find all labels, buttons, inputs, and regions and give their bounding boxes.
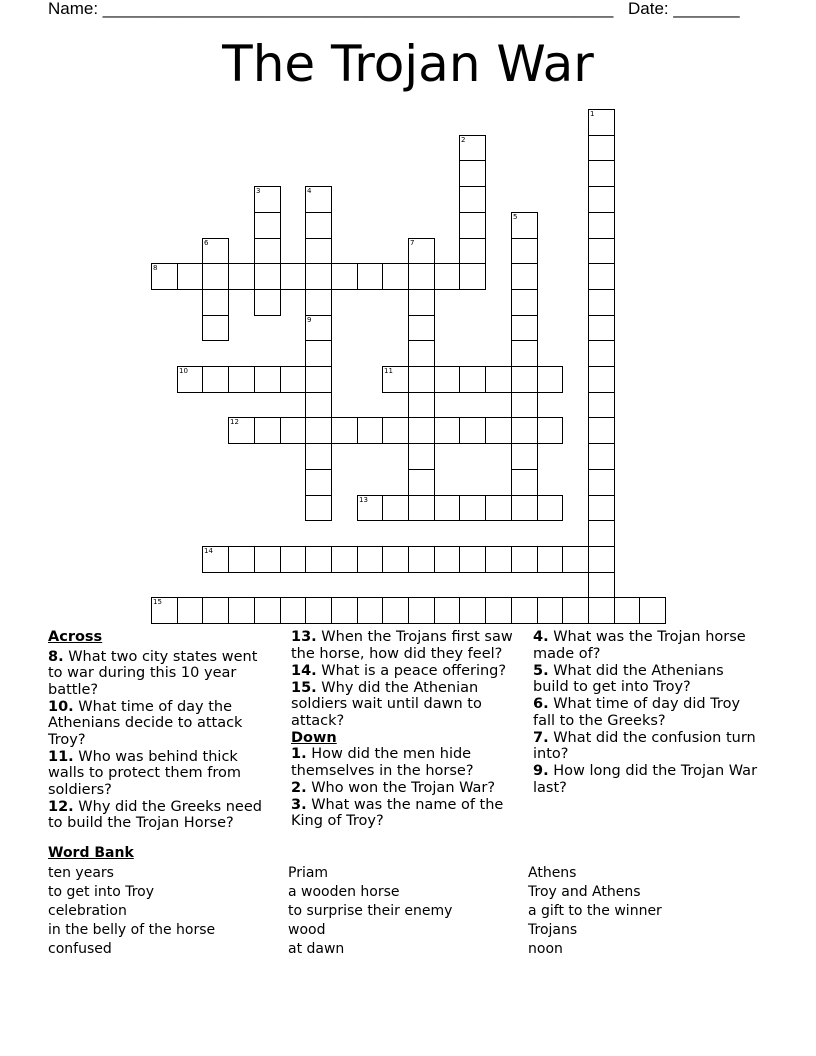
crossword-cell[interactable]	[228, 546, 255, 573]
crossword-cell[interactable]	[408, 495, 435, 521]
crossword-cell[interactable]	[305, 392, 332, 418]
crossword-cell[interactable]	[588, 392, 615, 418]
clue-across-13	[291, 629, 523, 662]
crossword-cell[interactable]	[588, 572, 615, 598]
crossword-cell[interactable]	[588, 546, 615, 573]
clue-across-8	[48, 649, 268, 699]
clue-number: 1.	[291, 746, 307, 762]
crossword-cell[interactable]	[639, 597, 666, 624]
crossword-cell[interactable]	[382, 366, 409, 393]
name-field-label[interactable]: Name: ______________________________________________________	[48, 0, 614, 18]
crossword-cell[interactable]	[151, 597, 178, 624]
crossword-cell[interactable]	[305, 469, 332, 496]
clue-number: 4.	[533, 629, 549, 645]
crossword-cell[interactable]	[357, 263, 383, 290]
crossword-cell[interactable]	[408, 238, 435, 264]
crossword-cell[interactable]	[305, 315, 332, 341]
crossword-cell[interactable]	[202, 263, 229, 290]
crossword-cell[interactable]	[254, 417, 281, 444]
crossword-cell[interactable]	[408, 597, 435, 624]
crossword-cell[interactable]	[280, 417, 306, 444]
crossword-cell[interactable]	[305, 417, 332, 444]
crossword-cell[interactable]	[305, 597, 332, 624]
crossword-cell[interactable]	[511, 417, 538, 444]
crossword-cell[interactable]	[228, 417, 255, 444]
crossword-cell[interactable]	[202, 546, 229, 573]
crossword-cell[interactable]	[434, 366, 460, 393]
crossword-cell[interactable]	[254, 186, 281, 213]
crossword-cell[interactable]	[357, 417, 383, 444]
crossword-cell[interactable]	[588, 263, 615, 290]
crossword-cell[interactable]	[305, 366, 332, 393]
crossword-cell[interactable]	[151, 263, 178, 290]
crossword-cell[interactable]	[588, 443, 615, 470]
crossword-cell[interactable]	[331, 597, 358, 624]
crossword-cell[interactable]	[537, 495, 563, 521]
crossword-cell[interactable]	[588, 135, 615, 161]
crossword-cell[interactable]	[382, 263, 409, 290]
crossword-cell[interactable]	[511, 289, 538, 316]
crossword-cell[interactable]	[408, 469, 435, 496]
clue-number: 14.	[291, 662, 317, 679]
crossword-cell[interactable]	[434, 263, 460, 290]
word-bank-item: Trojans	[528, 922, 578, 938]
crossword-cell[interactable]	[382, 417, 409, 444]
crossword-cell[interactable]	[305, 443, 332, 470]
word-bank-item: at dawn	[288, 941, 345, 957]
clues-column-3	[533, 629, 758, 797]
crossword-cell[interactable]	[357, 546, 383, 573]
clue-number: 2.	[291, 779, 307, 796]
crossword-cell[interactable]	[408, 417, 435, 444]
clue-across-14	[291, 663, 523, 680]
crossword-cell[interactable]	[408, 546, 435, 573]
clues-column-1	[48, 629, 268, 832]
crossword-cell[interactable]	[511, 443, 538, 470]
crossword-cell[interactable]	[305, 263, 332, 290]
crossword-cell[interactable]	[588, 417, 615, 444]
crossword-cell[interactable]	[280, 263, 306, 290]
clue-text: What is a peace offering?	[321, 662, 507, 679]
cell-number: 2	[461, 136, 466, 144]
crossword-cell[interactable]	[588, 289, 615, 316]
crossword-cell[interactable]	[177, 366, 203, 393]
crossword-cell[interactable]	[434, 417, 460, 444]
crossword-cell[interactable]	[202, 315, 229, 341]
clue-down-5	[533, 663, 758, 696]
crossword-cell[interactable]	[588, 238, 615, 264]
word-bank-item: a wooden horse	[288, 884, 400, 900]
crossword-cell[interactable]	[202, 366, 229, 393]
crossword-cell[interactable]	[459, 597, 486, 624]
clue-text: What time of day the Athenians decide to attack Troy?	[48, 698, 243, 748]
crossword-cell[interactable]	[357, 495, 383, 521]
word-bank-item: a gift to the winner	[528, 903, 662, 919]
crossword-cell[interactable]	[177, 597, 203, 624]
crossword-cell[interactable]	[228, 263, 255, 290]
clue-text: Who won the Trojan War?	[311, 779, 496, 796]
crossword-cell[interactable]	[511, 392, 538, 418]
crossword-cell[interactable]	[382, 546, 409, 573]
clue-text: Who was behind thick walls to protect them from soldiers?	[48, 748, 241, 798]
clue-down-6	[533, 696, 758, 729]
cell-number: 5	[513, 213, 518, 221]
clue-number: 11.	[48, 748, 74, 765]
crossword-cell[interactable]	[459, 238, 486, 264]
crossword-cell[interactable]	[459, 160, 486, 187]
crossword-cell[interactable]	[485, 546, 512, 573]
crossword-cell[interactable]	[485, 495, 512, 521]
word-bank-item: to get into Troy	[48, 884, 155, 900]
clue-down-9	[533, 763, 758, 796]
clue-text: What time of day did Troy fall to the Greeks?	[533, 696, 741, 729]
crossword-cell[interactable]	[562, 597, 589, 624]
crossword-cell[interactable]	[357, 597, 383, 624]
crossword-cell[interactable]	[305, 238, 332, 264]
crossword-cell[interactable]	[459, 263, 486, 290]
word-bank-heading: Word Bank	[48, 845, 134, 861]
crossword-cell[interactable]	[254, 546, 281, 573]
date-field-label[interactable]: Date: _______	[628, 0, 740, 18]
crossword-cell[interactable]	[588, 186, 615, 213]
cell-number: 14	[204, 547, 213, 555]
crossword-cell[interactable]	[434, 546, 460, 573]
crossword-cell[interactable]	[588, 315, 615, 341]
word-bank-item: Troy and Athens	[528, 884, 641, 900]
clue-number: 13.	[291, 629, 317, 645]
crossword-cell[interactable]	[280, 597, 306, 624]
crossword-cell[interactable]	[280, 366, 306, 393]
word-bank-item: ten years	[48, 865, 114, 881]
clue-down-2	[291, 780, 523, 797]
clue-number: 5.	[533, 662, 549, 679]
clue-text: Why did the Athenian soldiers wait until dawn to attack?	[291, 679, 482, 729]
across-heading: Across	[48, 629, 103, 645]
crossword-cell[interactable]	[588, 160, 615, 187]
word-bank-item: to surprise their enemy	[288, 903, 453, 919]
word-bank-column-3	[528, 864, 662, 959]
crossword-cell[interactable]	[511, 469, 538, 496]
crossword-cell[interactable]	[459, 495, 486, 521]
clue-text: What was the name of the King of Troy?	[291, 796, 504, 829]
crossword-cell[interactable]	[537, 366, 563, 393]
crossword-cell[interactable]	[537, 597, 563, 624]
crossword-cell[interactable]	[202, 238, 229, 264]
clue-text: When the Trojans first saw the horse, how did they feel?	[291, 629, 513, 662]
word-bank-item: wood	[288, 922, 326, 938]
crossword-cell[interactable]	[562, 546, 589, 573]
clue-number: 12.	[48, 798, 74, 815]
word-bank-item: Priam	[288, 865, 329, 881]
crossword-cell[interactable]	[254, 263, 281, 290]
crossword-cell[interactable]	[408, 366, 435, 393]
crossword-cell[interactable]	[459, 366, 486, 393]
clue-down-3	[291, 797, 523, 830]
crossword-cell[interactable]	[228, 366, 255, 393]
clue-across-15	[291, 680, 523, 730]
crossword-cell[interactable]	[485, 417, 512, 444]
cell-number: 6	[204, 239, 209, 247]
word-bank-column-2	[288, 864, 452, 959]
crossword-cell[interactable]	[537, 546, 563, 573]
word-bank-item: confused	[48, 941, 112, 957]
crossword-cell[interactable]	[511, 495, 538, 521]
clue-down-7	[533, 730, 758, 763]
crossword-cell[interactable]	[588, 520, 615, 547]
crossword-cell[interactable]	[511, 366, 538, 393]
clue-number: 10.	[48, 698, 74, 715]
clue-text: What did the Athenians build to get into Troy?	[533, 662, 724, 695]
cell-number: 13	[359, 496, 368, 504]
crossword-cell[interactable]	[537, 417, 563, 444]
word-bank-item: Athens	[528, 865, 577, 881]
crossword-cell[interactable]	[511, 212, 538, 239]
clue-number: 6.	[533, 696, 549, 712]
crossword-cell[interactable]	[331, 546, 358, 573]
crossword-cell[interactable]	[459, 212, 486, 239]
crossword-cell[interactable]	[331, 417, 358, 444]
clue-text: How long did the Trojan War last?	[533, 763, 758, 796]
cell-number: 8	[153, 264, 158, 272]
crossword-cell[interactable]	[614, 597, 640, 624]
crossword-cell[interactable]	[305, 186, 332, 213]
cell-number: 15	[153, 598, 162, 606]
clue-across-12	[48, 799, 268, 832]
clue-number: 15.	[291, 679, 317, 696]
crossword-cell[interactable]	[408, 340, 435, 367]
clue-across-10	[48, 699, 268, 749]
crossword-cell[interactable]	[588, 495, 615, 521]
clue-down-4	[533, 629, 758, 662]
crossword-cell[interactable]	[511, 597, 538, 624]
clue-number: 7.	[533, 729, 549, 746]
crossword-cell[interactable]	[305, 212, 332, 239]
clue-number: 9.	[533, 763, 549, 779]
crossword-cell[interactable]	[408, 315, 435, 341]
clue-number: 3.	[291, 796, 307, 813]
crossword-cell[interactable]	[202, 289, 229, 316]
word-bank-column-1	[48, 864, 215, 959]
cell-number: 9	[307, 316, 312, 324]
crossword-cell[interactable]	[588, 212, 615, 239]
clue-number: 8.	[48, 648, 64, 665]
clue-text: What two city states went to war during this 10 year battle?	[48, 648, 258, 698]
cell-number: 11	[384, 367, 393, 375]
cell-number: 10	[179, 367, 188, 375]
crossword-cell[interactable]	[588, 340, 615, 367]
crossword-cell[interactable]	[305, 340, 332, 367]
crossword-cell[interactable]	[459, 546, 486, 573]
cell-number: 1	[590, 110, 595, 118]
crossword-cell[interactable]	[331, 263, 358, 290]
down-heading: Down	[291, 729, 337, 746]
crossword-cell[interactable]	[305, 546, 332, 573]
word-bank-item: celebration	[48, 903, 127, 919]
crossword-cell[interactable]	[511, 546, 538, 573]
crossword-cell[interactable]	[280, 546, 306, 573]
crossword-cell[interactable]	[408, 392, 435, 418]
crossword-cell[interactable]	[588, 597, 615, 624]
crossword-cell[interactable]	[382, 495, 409, 521]
crossword-cell[interactable]	[254, 212, 281, 239]
clue-down-1	[291, 746, 523, 779]
crossword-cell[interactable]	[177, 263, 203, 290]
crossword-cell[interactable]	[511, 315, 538, 341]
crossword-cell[interactable]	[254, 597, 281, 624]
cell-number: 3	[256, 187, 261, 195]
crossword-cell[interactable]	[459, 186, 486, 213]
clue-text: What was the Trojan horse made of?	[533, 629, 746, 662]
clue-text: How did the men hide themselves in the horse?	[291, 746, 474, 779]
crossword-cell[interactable]	[511, 263, 538, 290]
crossword-cell[interactable]	[305, 495, 332, 521]
crossword-cell[interactable]	[382, 597, 409, 624]
crossword-cell[interactable]	[588, 109, 615, 136]
clue-text: What did the confusion turn into?	[533, 729, 756, 762]
clue-text: Why did the Greeks need to build the Trojan Horse?	[48, 798, 262, 831]
clue-across-11	[48, 749, 268, 799]
crossword-cell[interactable]	[588, 366, 615, 393]
crossword-cell[interactable]	[305, 289, 332, 316]
crossword-cell[interactable]	[434, 597, 460, 624]
page-title: The Trojan War	[222, 35, 594, 93]
crossword-cell[interactable]	[254, 238, 281, 264]
crossword-cell[interactable]	[202, 597, 229, 624]
crossword-cell[interactable]	[511, 340, 538, 367]
crossword-cell[interactable]	[459, 417, 486, 444]
crossword-cell[interactable]	[254, 289, 281, 316]
crossword-cell[interactable]	[485, 597, 512, 624]
clues-column-2	[291, 629, 523, 830]
cell-number: 12	[230, 418, 239, 426]
crossword-cell[interactable]	[588, 469, 615, 496]
word-bank-item: noon	[528, 941, 563, 957]
cell-number: 7	[410, 239, 415, 247]
crossword-cell[interactable]	[408, 263, 435, 290]
crossword-cell[interactable]	[254, 366, 281, 393]
crossword-cell[interactable]	[459, 135, 486, 161]
crossword-cell[interactable]	[408, 289, 435, 316]
crossword-cell[interactable]	[228, 597, 255, 624]
crossword-cell[interactable]	[485, 366, 512, 393]
crossword-cell[interactable]	[511, 238, 538, 264]
cell-number: 4	[307, 187, 312, 195]
crossword-cell[interactable]	[434, 495, 460, 521]
word-bank-item: in the belly of the horse	[48, 922, 216, 938]
crossword-cell[interactable]	[408, 443, 435, 470]
